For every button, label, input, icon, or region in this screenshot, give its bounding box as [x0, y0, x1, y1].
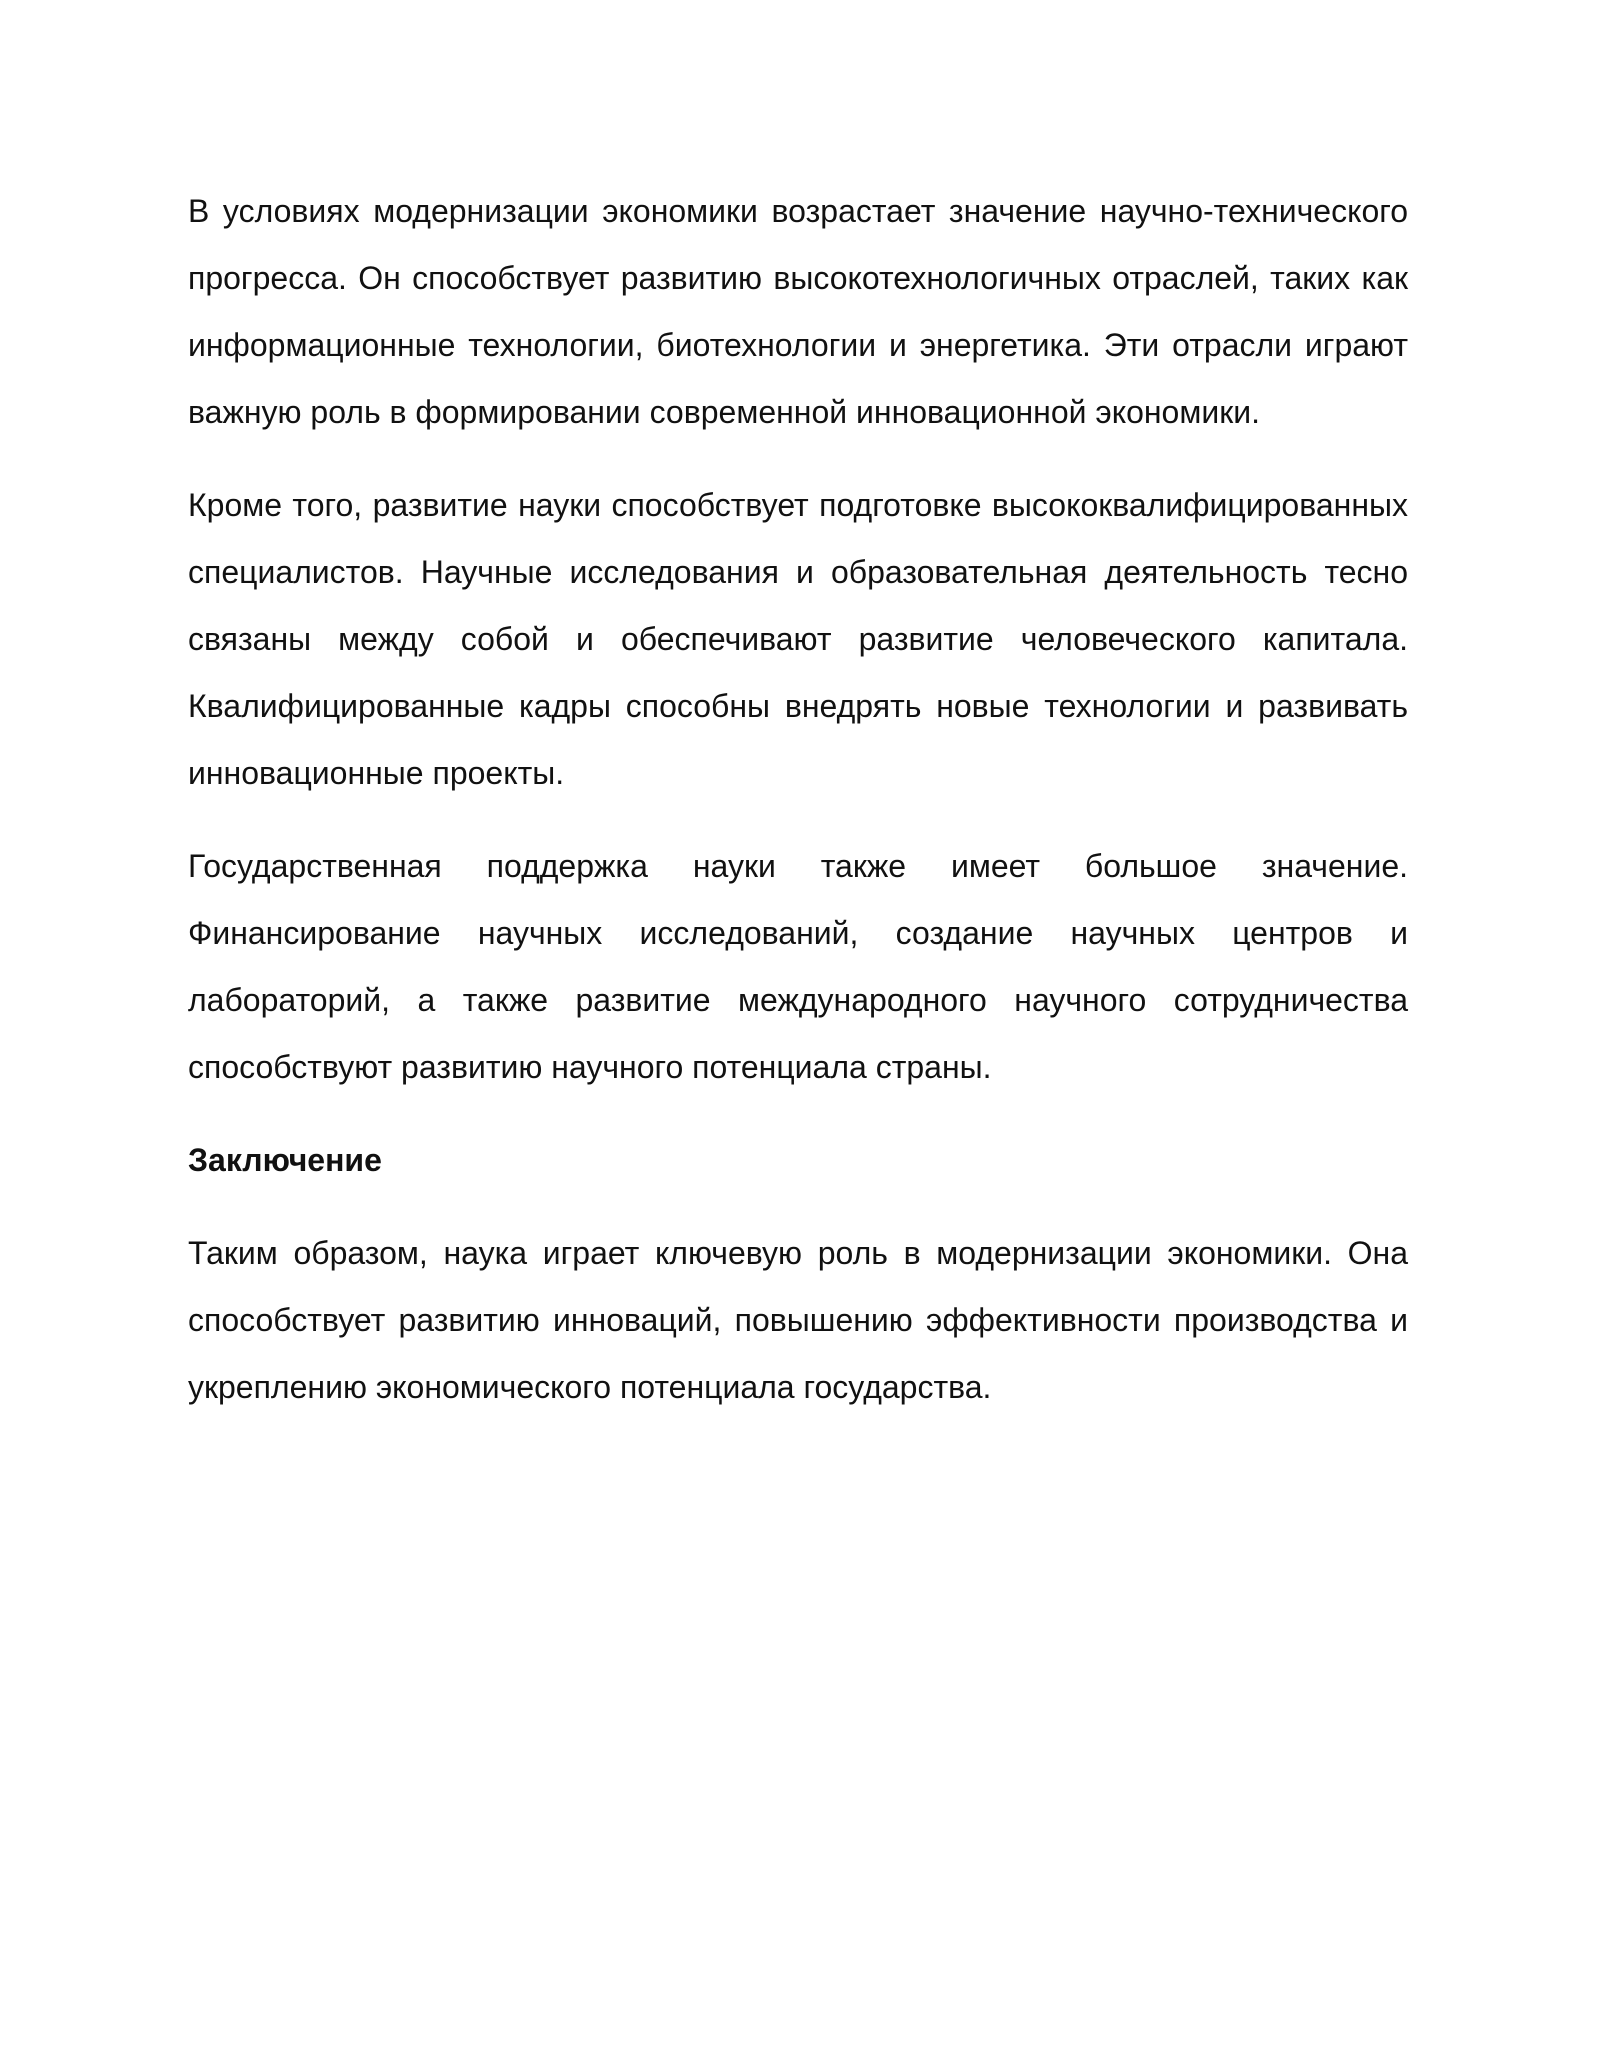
paragraph-specialists: Кроме того, развитие науки способствует подготовке высококвалифицированных специалистов. Научные исследования и образовательная деятельность тесно связаны между собой и обеспечивают развитие человеческого капитала. Квалифицированные кадры способны внедрять новые технологии и развивать инновационные проекты.: [188, 487, 1408, 791]
paragraph-conclusion: Таким образом, наука играет ключевую роль в модернизации экономики. Она способствует развитию инноваций, повышению эффективности производства и укреплению экономического потенциала государства.: [188, 1235, 1408, 1405]
paragraph-modernization: В условиях модернизации экономики возрастает значение научно-технического прогресса. Он способствует развитию высокотехнологичных отраслей, таких как информационные технологии, биотехнологии и энергетика. Эти отрасли играют важную роль в формировании современной инновационной экономики.: [188, 193, 1408, 430]
paragraph-state-support: Государственная поддержка науки также имеет большое значение. Финансирование научных исследований, создание научных центров и лабораторий, а также развитие международного научного сотрудничества способствуют развитию научного потенциала страны.: [188, 848, 1408, 1085]
section-heading-conclusion: Заключение: [188, 1142, 382, 1178]
document-body: [188, 178, 1408, 1447]
